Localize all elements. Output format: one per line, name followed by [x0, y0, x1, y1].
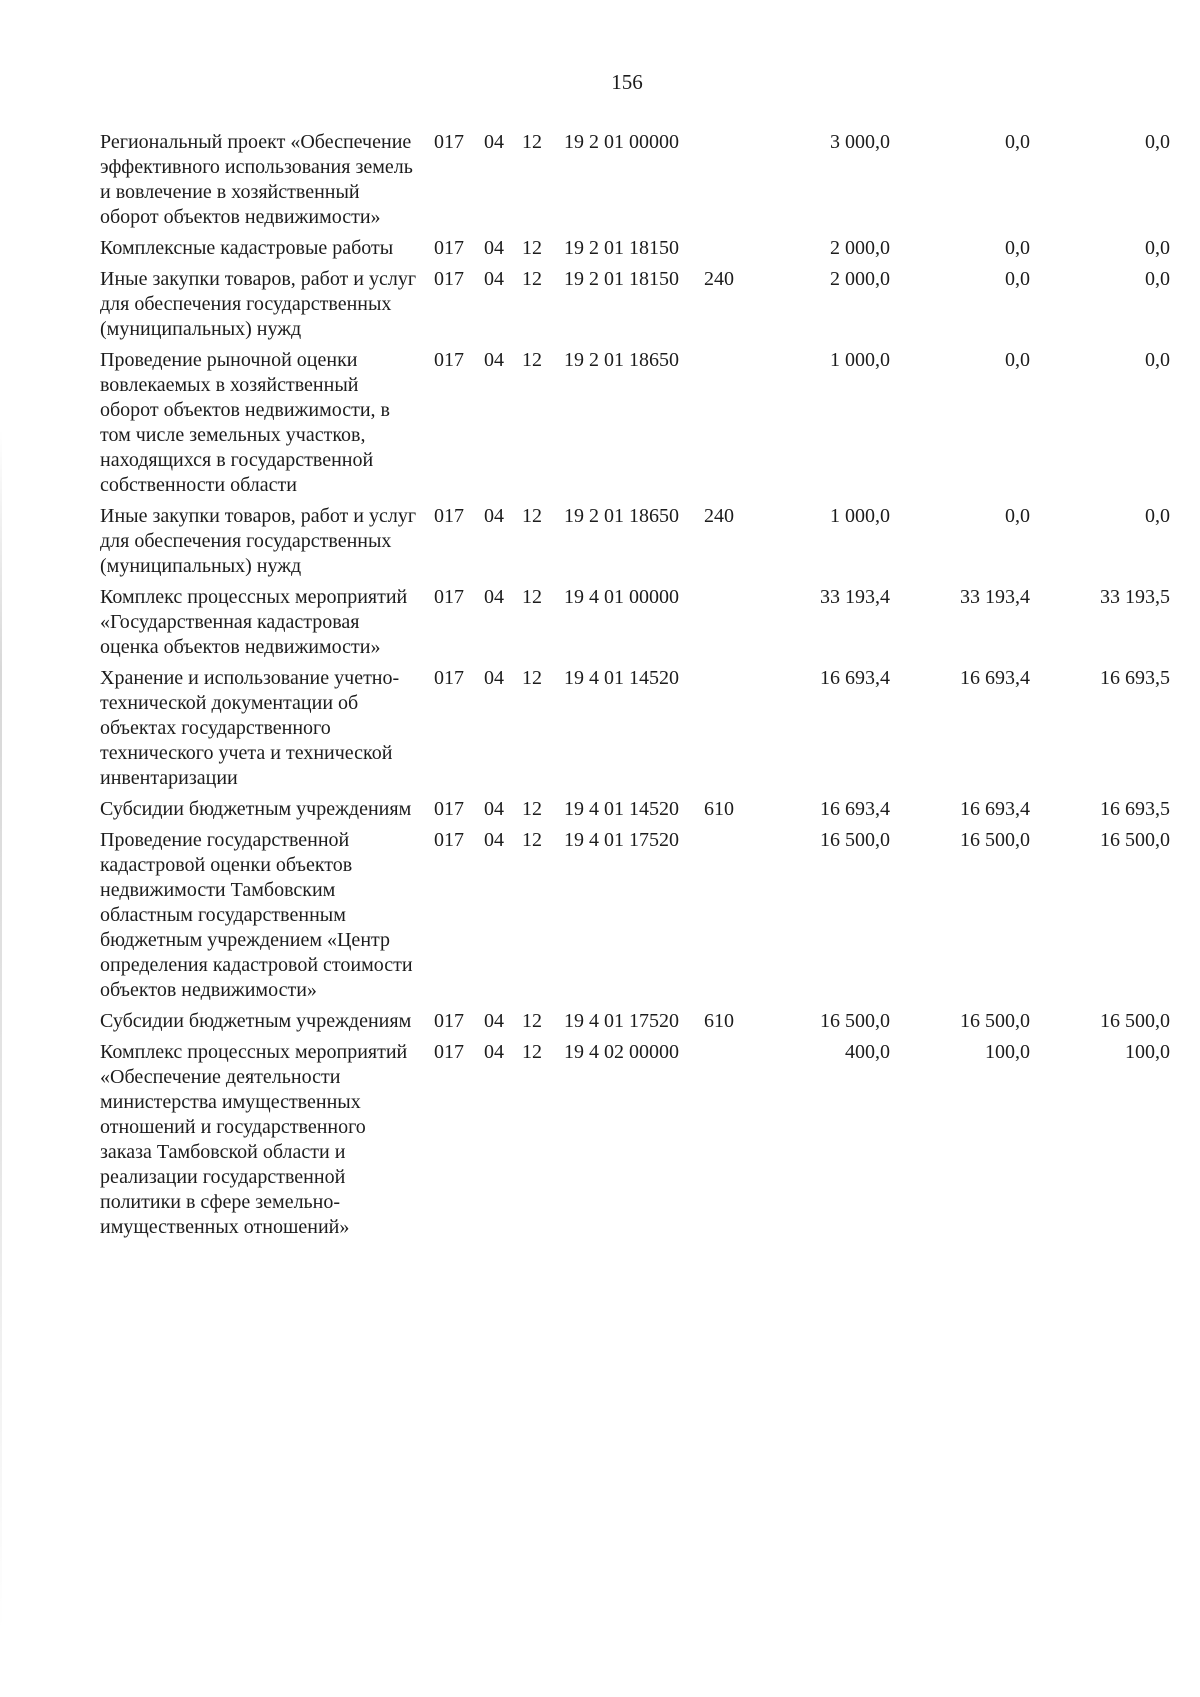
amount-year-2: 16 500,0	[960, 829, 1030, 851]
target-article-code: 19 4 01 00000	[564, 586, 679, 608]
table-row	[100, 348, 1170, 504]
amount-year-2: 0,0	[1005, 131, 1030, 153]
amount-year-1: 16 693,4	[820, 798, 890, 820]
section-code: 04	[484, 268, 504, 290]
scan-edge-shadow	[0, 430, 2, 1630]
expense-type-code	[700, 666, 750, 797]
table-body	[100, 130, 1170, 1246]
row-name: Проведение рыночной оценки вовлекаемых в хозяйственный оборот объектов недвижимости, в том числе земельных участков, находящихся в государственной собственности области	[100, 349, 390, 496]
ministry-code: 017	[434, 586, 464, 608]
amount-year-2: 16 693,4	[960, 798, 1030, 820]
amount-year-2: 16 693,4	[960, 667, 1030, 689]
target-article-code: 19 4 02 00000	[564, 1041, 679, 1063]
table-row	[100, 666, 1170, 797]
subsection-code: 12	[522, 268, 542, 290]
amount-year-1: 16 500,0	[820, 829, 890, 851]
amount-year-3: 33 193,5	[1100, 586, 1170, 608]
target-article-code: 19 4 01 17520	[564, 1010, 679, 1032]
row-name: Комплексные кадастровые работы	[100, 237, 394, 259]
row-name: Проведение государственной кадастровой оценки объектов недвижимости Тамбовским областным государственным бюджетным учреждением «Центр определения кадастровой стоимости объектов недвижимости»	[100, 829, 413, 1001]
subsection-code: 12	[522, 798, 542, 820]
amount-year-2: 16 500,0	[960, 1010, 1030, 1032]
subsection-code: 12	[522, 131, 542, 153]
expense-type-code	[700, 585, 750, 666]
row-name: Иные закупки товаров, работ и услуг для обеспечения государственных (муниципальных) нужд	[100, 505, 417, 577]
table-row	[100, 504, 1170, 585]
row-name: Субсидии бюджетным учреждениям	[100, 798, 412, 820]
subsection-code: 12	[522, 349, 542, 371]
amount-year-3: 16 500,0	[1100, 1010, 1170, 1032]
table-row	[100, 1040, 1170, 1246]
amount-year-3: 0,0	[1145, 268, 1170, 290]
ministry-code: 017	[434, 349, 464, 371]
target-article-code: 19 2 01 00000	[564, 131, 679, 153]
ministry-code: 017	[434, 1010, 464, 1032]
amount-year-1: 400,0	[845, 1041, 890, 1063]
ministry-code: 017	[434, 829, 464, 851]
ministry-code: 017	[434, 1041, 464, 1063]
amount-year-2: 100,0	[985, 1041, 1030, 1063]
expense-type-code: 240	[704, 268, 734, 290]
amount-year-2: 0,0	[1005, 268, 1030, 290]
target-article-code: 19 4 01 17520	[564, 829, 679, 851]
amount-year-1: 1 000,0	[830, 505, 890, 527]
ministry-code: 017	[434, 268, 464, 290]
amount-year-3: 16 693,5	[1100, 667, 1170, 689]
table-row	[100, 797, 1170, 828]
table-row	[100, 828, 1170, 1009]
target-article-code: 19 2 01 18650	[564, 349, 679, 371]
table-row	[100, 236, 1170, 267]
target-article-code: 19 2 01 18150	[564, 268, 679, 290]
section-code: 04	[484, 829, 504, 851]
ministry-code: 017	[434, 131, 464, 153]
expense-type-code: 240	[704, 505, 734, 527]
ministry-code: 017	[434, 237, 464, 259]
expense-type-code: 610	[704, 798, 734, 820]
amount-year-1: 16 693,4	[820, 667, 890, 689]
amount-year-3: 0,0	[1145, 237, 1170, 259]
amount-year-1: 16 500,0	[820, 1010, 890, 1032]
target-article-code: 19 4 01 14520	[564, 798, 679, 820]
ministry-code: 017	[434, 505, 464, 527]
subsection-code: 12	[522, 237, 542, 259]
budget-table	[100, 130, 1170, 1246]
table-row	[100, 585, 1170, 666]
section-code: 04	[484, 667, 504, 689]
amount-year-1: 3 000,0	[830, 131, 890, 153]
amount-year-3: 0,0	[1145, 131, 1170, 153]
expense-type-code	[700, 828, 750, 1009]
row-name: Хранение и использование учетно-технической документации об объектах государственного технического учета и технической инвентаризации	[100, 667, 400, 789]
expense-type-code	[700, 236, 750, 267]
ministry-code: 017	[434, 667, 464, 689]
amount-year-2: 0,0	[1005, 349, 1030, 371]
amount-year-3: 16 693,5	[1100, 798, 1170, 820]
row-name: Субсидии бюджетным учреждениям	[100, 1010, 412, 1032]
amount-year-1: 2 000,0	[830, 268, 890, 290]
target-article-code: 19 2 01 18150	[564, 237, 679, 259]
amount-year-1: 2 000,0	[830, 237, 890, 259]
subsection-code: 12	[522, 667, 542, 689]
section-code: 04	[484, 237, 504, 259]
subsection-code: 12	[522, 829, 542, 851]
subsection-code: 12	[522, 586, 542, 608]
amount-year-3: 0,0	[1145, 349, 1170, 371]
section-code: 04	[484, 798, 504, 820]
row-name: Комплекс процессных мероприятий «Обеспечение деятельности министерства имущественных отношений и государственного заказа Тамбовской области и реализации государственной политики в сфере земельно-имущественных отношений»	[100, 1041, 408, 1238]
row-name: Иные закупки товаров, работ и услуг для обеспечения государственных (муниципальных) нужд	[100, 268, 417, 340]
section-code: 04	[484, 349, 504, 371]
ministry-code: 017	[434, 798, 464, 820]
expense-type-code	[700, 130, 750, 236]
row-name: Комплекс процессных мероприятий «Государственная кадастровая оценка объектов недвижимости»	[100, 586, 408, 658]
row-name: Региональный проект «Обеспечение эффективного использования земель и вовлечение в хозяйственный оборот объектов недвижимости»	[100, 131, 413, 228]
target-article-code: 19 2 01 18650	[564, 505, 679, 527]
amount-year-3: 100,0	[1125, 1041, 1170, 1063]
section-code: 04	[484, 505, 504, 527]
table-row	[100, 130, 1170, 236]
expense-type-code	[700, 1040, 750, 1246]
section-code: 04	[484, 586, 504, 608]
subsection-code: 12	[522, 1041, 542, 1063]
expense-type-code: 610	[704, 1010, 734, 1032]
expense-type-code	[700, 348, 750, 504]
section-code: 04	[484, 131, 504, 153]
subsection-code: 12	[522, 1010, 542, 1032]
page-number: 156	[611, 70, 643, 94]
amount-year-2: 0,0	[1005, 505, 1030, 527]
target-article-code: 19 4 01 14520	[564, 667, 679, 689]
table-row	[100, 267, 1170, 348]
table-row	[100, 1009, 1170, 1040]
amount-year-1: 33 193,4	[820, 586, 890, 608]
section-code: 04	[484, 1041, 504, 1063]
subsection-code: 12	[522, 505, 542, 527]
amount-year-3: 0,0	[1145, 505, 1170, 527]
amount-year-2: 0,0	[1005, 237, 1030, 259]
amount-year-2: 33 193,4	[960, 586, 1030, 608]
section-code: 04	[484, 1010, 504, 1032]
amount-year-3: 16 500,0	[1100, 829, 1170, 851]
amount-year-1: 1 000,0	[830, 349, 890, 371]
